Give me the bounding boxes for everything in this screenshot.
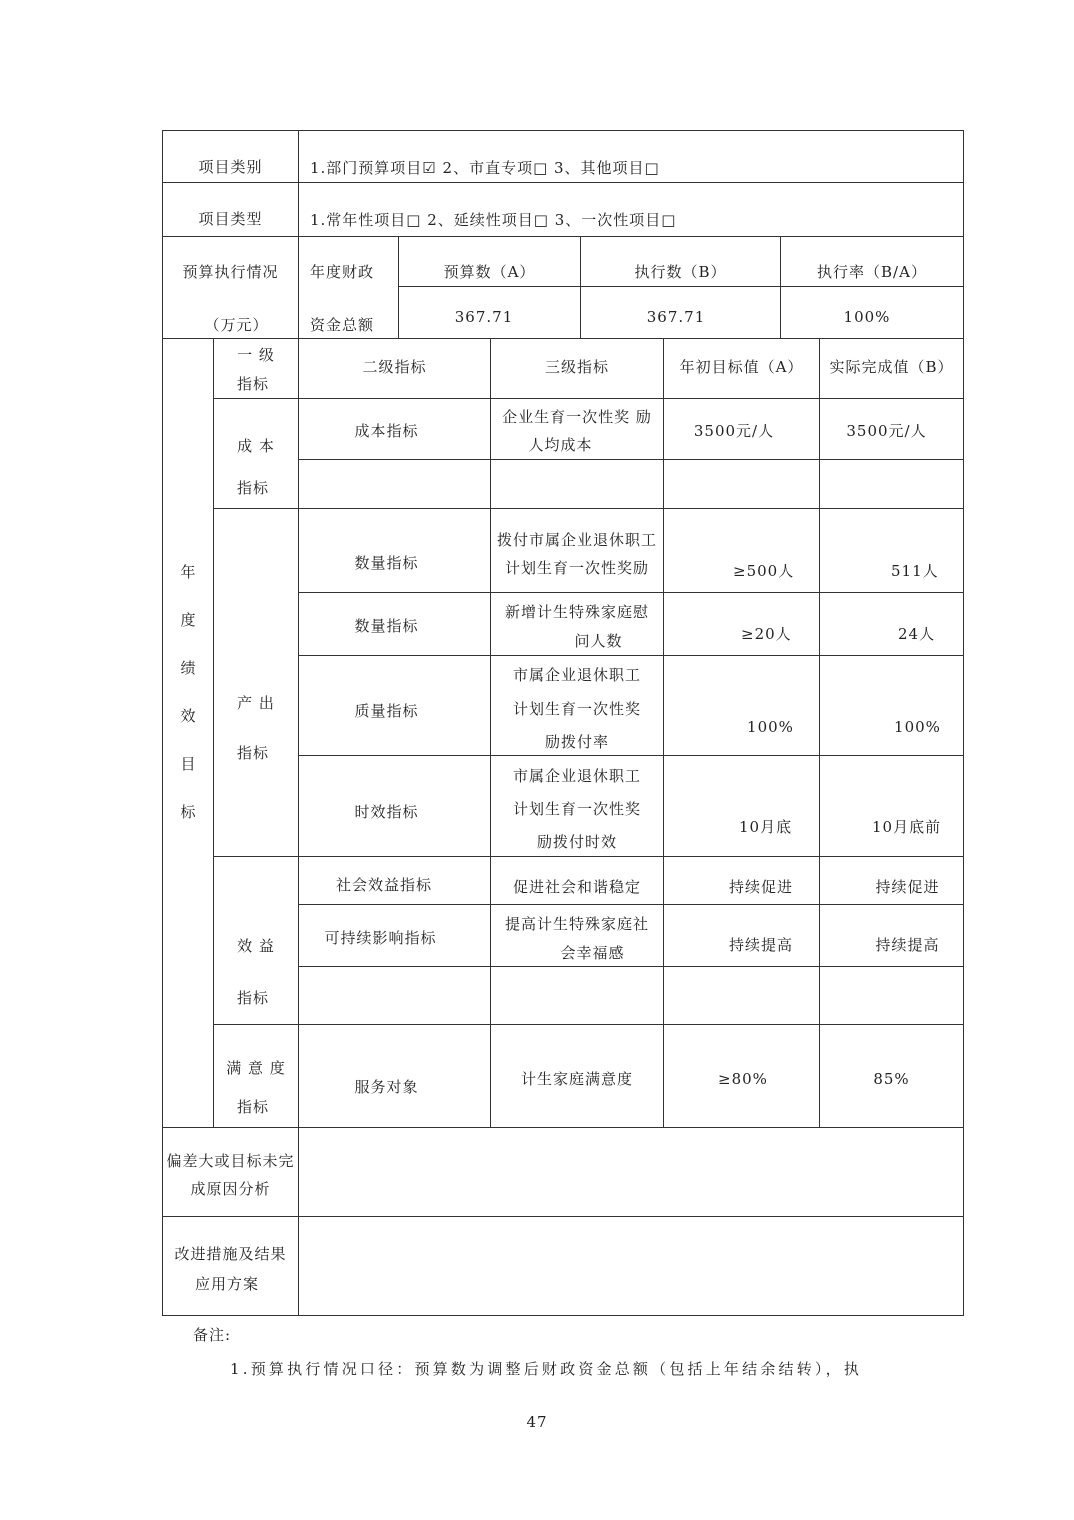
budget-unit-label: （万元） xyxy=(204,316,269,334)
cost-level3-line1: 企业生育一次性奖 励 xyxy=(502,408,652,426)
row-divider xyxy=(162,236,964,237)
satisfaction-actual: 85% xyxy=(873,1070,910,1088)
col-divider xyxy=(298,1127,299,1316)
output-row-3-level3-line3: 励拨付率 xyxy=(544,733,609,751)
annual-performance-label: 年 度 绩 效 目 标 xyxy=(180,563,196,821)
budget-header-a: 预算数（A） xyxy=(443,263,536,281)
output-group-label-line2: 指标 xyxy=(236,744,269,762)
annual-fund-total-label: 资金总额 xyxy=(310,316,375,334)
budget-value-b: 367.71 xyxy=(646,308,706,326)
row-divider xyxy=(298,655,964,656)
cost-target: 3500元/人 xyxy=(693,422,775,440)
row-divider xyxy=(213,1024,964,1025)
notes-title: 备注: xyxy=(193,1326,232,1344)
output-row-1-level3-line2: 计划生育一次性奖励 xyxy=(504,559,649,577)
output-row-1-target: ≥500人 xyxy=(733,562,795,580)
row-divider xyxy=(298,755,964,756)
output-row-3-target: 100% xyxy=(747,718,794,736)
budget-value-a: 367.71 xyxy=(454,308,514,326)
col-divider xyxy=(298,130,299,339)
row-divider xyxy=(298,904,964,905)
benefit-row-2-level2: 可持续影响指标 xyxy=(324,929,437,947)
deviation-label-line1: 偏差大或目标未完 xyxy=(166,1152,295,1170)
benefit-row-2-level3-line1: 提高计生特殊家庭社 xyxy=(504,915,649,933)
header-target: 年初目标值（A） xyxy=(679,358,804,376)
output-row-3-level2: 质量指标 xyxy=(354,702,419,720)
output-row-4-level2: 时效指标 xyxy=(354,803,419,821)
header-actual: 实际完成值（B） xyxy=(829,358,954,376)
cost-actual: 3500元/人 xyxy=(846,422,927,440)
deviation-label-line2: 成原因分析 xyxy=(190,1180,271,1198)
col-divider xyxy=(298,338,299,1128)
header-level1-line2: 指标 xyxy=(236,375,269,393)
budget-header-b: 执行数（B） xyxy=(634,263,727,281)
output-row-4-level3-line3: 励拨付时效 xyxy=(536,833,617,851)
output-row-4-level3-line1: 市属企业退休职工 xyxy=(512,767,641,785)
row-divider xyxy=(162,182,964,183)
output-row-2-actual: 24人 xyxy=(898,625,936,643)
col-divider xyxy=(213,338,214,1128)
satisfaction-level3: 计生家庭满意度 xyxy=(520,1070,633,1088)
output-row-4-level3-line2: 计划生育一次性奖 xyxy=(512,800,641,818)
benefit-group-label-line1: 效 益 xyxy=(237,937,275,955)
improvement-label-line2: 应用方案 xyxy=(194,1275,259,1293)
budget-value-rate: 100% xyxy=(843,308,891,326)
output-row-2-level3-line2: 问人数 xyxy=(574,632,623,650)
output-row-3-actual: 100% xyxy=(894,718,941,736)
row-divider xyxy=(398,286,964,287)
benefit-row-1-level2: 社会效益指标 xyxy=(335,876,432,894)
benefit-row-2-level3-line2: 会幸福感 xyxy=(560,944,625,962)
benefit-row-1-actual: 持续促进 xyxy=(875,878,940,896)
row-divider xyxy=(298,459,964,460)
project-category-label: 项目类别 xyxy=(198,158,263,176)
output-row-3-level3-line2: 计划生育一次性奖 xyxy=(512,700,641,718)
output-row-2-level2: 数量指标 xyxy=(354,617,419,635)
benefit-row-2-actual: 持续提高 xyxy=(875,936,940,954)
improvement-label-line1: 改进措施及结果 xyxy=(174,1245,287,1263)
benefit-group-label-line2: 指标 xyxy=(236,989,269,1007)
benefit-row-1-target: 持续促进 xyxy=(728,878,793,896)
row-divider xyxy=(298,592,964,593)
header-level3: 三级指标 xyxy=(544,358,609,376)
output-row-1-actual: 511人 xyxy=(891,562,939,580)
output-row-1-level3-line1: 拨付市属企业退休职工 xyxy=(496,531,657,549)
output-row-2-target: ≥20人 xyxy=(741,625,792,643)
budget-label: 预算执行情况 xyxy=(182,263,279,281)
benefit-row-1-level3: 促进社会和谐稳定 xyxy=(512,878,641,896)
cost-level2: 成本指标 xyxy=(354,422,419,440)
table-border-bottom xyxy=(162,1315,964,1316)
notes-line-1: 1.预算执行情况口径：预算数为调整后财政资金总额（包括上年结余结转），执 xyxy=(230,1360,863,1378)
output-row-4-target: 10月底 xyxy=(739,818,793,836)
output-row-1-level2: 数量指标 xyxy=(354,554,419,572)
output-row-2-level3-line1: 新增计生特殊家庭慰 xyxy=(504,603,649,621)
satisfaction-level2: 服务对象 xyxy=(354,1078,419,1096)
table-border-top xyxy=(162,130,964,131)
row-divider xyxy=(162,1216,964,1217)
output-group-label-line1: 产 出 xyxy=(237,694,275,712)
row-divider xyxy=(213,398,964,399)
row-divider xyxy=(162,1127,964,1128)
output-row-4-actual: 10月底前 xyxy=(872,818,942,836)
budget-header-rate: 执行率（B/A） xyxy=(817,263,927,281)
page-number: 47 xyxy=(526,1413,548,1431)
row-divider xyxy=(213,856,964,857)
header-level1-line1: 一 级 xyxy=(237,346,275,364)
project-category-value: 1.部门预算项目☑ 2、市直专项□ 3、其他项目□ xyxy=(310,159,660,177)
satisfaction-target: ≥80% xyxy=(718,1070,768,1088)
project-type-value: 1.常年性项目□ 2、延续性项目□ 3、一次性项目□ xyxy=(310,211,677,229)
cost-group-label-line2: 指标 xyxy=(236,479,269,497)
row-divider xyxy=(213,508,964,509)
satisfaction-group-label-line2: 指标 xyxy=(236,1098,269,1116)
row-divider xyxy=(162,338,964,339)
cost-group-label-line1: 成 本 xyxy=(237,437,275,455)
row-divider xyxy=(298,966,964,967)
project-type-label: 项目类型 xyxy=(198,210,263,228)
output-row-3-level3-line1: 市属企业退休职工 xyxy=(512,666,641,684)
annual-fund-label: 年度财政 xyxy=(310,263,375,281)
header-level2: 二级指标 xyxy=(362,358,427,376)
benefit-row-2-target: 持续提高 xyxy=(728,936,793,954)
satisfaction-group-label-line1: 满 意 度 xyxy=(226,1059,286,1077)
cost-level3-line2: 人均成本 xyxy=(528,436,593,454)
